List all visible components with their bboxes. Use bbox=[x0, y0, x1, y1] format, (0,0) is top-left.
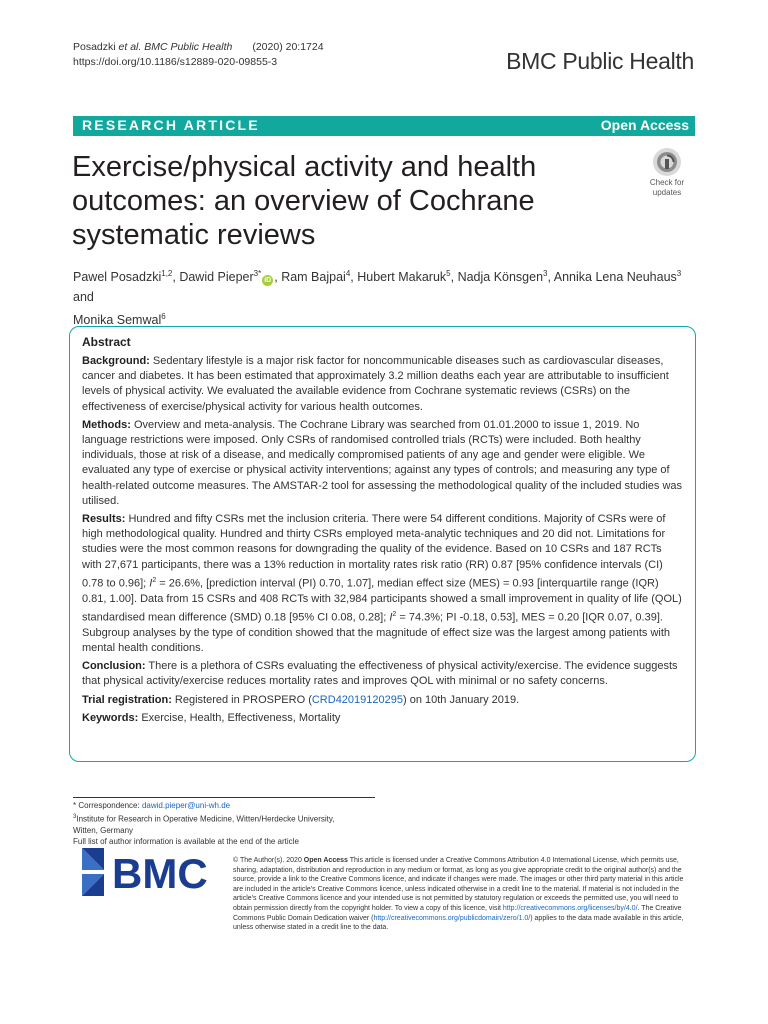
citation-line bbox=[73, 40, 324, 55]
article-type-bar bbox=[73, 116, 695, 136]
section-label: Trial registration: bbox=[82, 693, 172, 706]
citation-header bbox=[73, 40, 324, 70]
cc-by-link[interactable]: http://creativecommons.org/licenses/by/4.0/ bbox=[502, 904, 638, 912]
citation-journal: et al. BMC Public Health bbox=[118, 41, 233, 53]
abstract-trial-registration bbox=[82, 693, 683, 708]
section-label: Methods: bbox=[82, 418, 131, 431]
section-label: Conclusion: bbox=[82, 660, 146, 673]
citation-authors: Posadzki bbox=[73, 41, 119, 53]
author-affiliation: 3 bbox=[676, 269, 682, 278]
section-text: Exercise, Health, Effectiveness, Mortality bbox=[141, 711, 341, 724]
check-for-updates-badge[interactable] bbox=[636, 147, 698, 201]
section-text: Registered in PROSPERO ( bbox=[174, 693, 312, 706]
journal-name: BMC Public Health bbox=[506, 48, 694, 74]
affiliation-city: Witten, Germany bbox=[73, 825, 134, 835]
section-text: Hundred and fifty CSRs met the inclusion criteria. There were 54 different conditions. Majority of CSRs were of high methodological quality. Hundred and thirty CSRs employed meta-analytic techniques and 20 did not. Limitations for studies were the most common reasons for downgrading the quality of the evidence. Based on 10 CSRs and 187 RCTs with 27,671 participants, there was a 13% reduction in mortality rates risk ratio (RR) 0.87 [95% confidence intervals (CI) 0.78 to 0.96]; bbox=[82, 513, 666, 590]
license-open-access: Open Access bbox=[303, 857, 348, 864]
section-label: Results: bbox=[82, 513, 126, 526]
abstract-methods bbox=[82, 418, 683, 509]
doi-link[interactable]: https://doi.org/10.1186/s12889-020-09855-3 bbox=[73, 56, 278, 68]
check-for-updates-line2: updates bbox=[652, 188, 682, 197]
author-info-note: Full list of author information is available at the end of the article bbox=[73, 837, 299, 847]
author-name: Annika Lena Neuhaus bbox=[553, 270, 677, 285]
abstract-box bbox=[69, 326, 696, 762]
section-text: Sedentary lifestyle is a major risk factor for noncommunicable diseases such as cardiovascular diseases, cancer and diabetes. It has been estimated that approximately 3.2 million deaths each year are attributable to insufficient levels of physical activity. We evaluated the available evidence from Cochrane systematic reviews (CSRs) on the effectiveness of exercise/physical activity for various health outcomes. bbox=[82, 355, 669, 413]
correspondence-email[interactable]: dawid.pieper@uni-wh.de bbox=[141, 801, 231, 810]
license-body: . The Creative Commons Public Domain Dedication waiver ( bbox=[233, 904, 682, 922]
orcid-icon[interactable]: iD bbox=[264, 277, 272, 285]
section-text: ) on 10th January 2019. bbox=[403, 693, 520, 706]
license-body: This article is licensed under a Creative Commons Attribution 4.0 International License, which permits use, sharing, adaptation, distribution and reproduction in any medium or format, as long as you give appropriate credit to the original author(s) and the source, provide a link to the Creative Commons licence, and indicate if changes were made. The images or other third party material in this article are included in the article's Creative Commons licence, unless indicated otherwise in a credit line to the material. If material is not included in the article's Creative Commons licence and your intended use is not permitted by statutory regulation or exceeds the permitted use, you will need to obtain permission directly from the copyright holder. To view a copy of this licence, visit bbox=[233, 857, 684, 912]
section-text: = 26.6%, [prediction interval (PI) 0.70, 1.07], median effect size (MES) = 0.93 [interquartile range (IQR) 0.81, 1.00]. Data from 15 CSRs and 408 RCTs with 32,984 participants showed a small improvement in quality of life (QOL) standardised mean difference (SMD) 0.18 [95% CI 0.08, 0.28]; bbox=[82, 577, 682, 624]
footnote-divider bbox=[73, 797, 375, 798]
author-affiliation: 4 bbox=[345, 269, 351, 278]
section-text: Overview and meta-analysis. The Cochrane Library was searched from 01.01.2000 to issue 1, 2019. No language restrictions were imposed. Only CSRs of randomised controlled trials (RCTs) were included. Both healthy individuals, those at risk of a disease, and medically compromised patients of any age and gender were eligible. We evaluated any type of exercise or physical activity interventions; against any types of controls; and measuring any type of health-related outcome measures. The AMSTAR-2 tool for assessing the methodological quality of the included studies was utilised. bbox=[82, 418, 683, 507]
abstract-conclusion bbox=[82, 659, 683, 689]
license-text bbox=[233, 856, 695, 933]
author-affiliation: 3 bbox=[543, 269, 548, 278]
affiliation-line bbox=[73, 812, 335, 825]
abstract-heading: Abstract bbox=[82, 335, 131, 349]
section-label: Background: bbox=[82, 355, 150, 367]
citation-year: (2020) 20:1724 bbox=[252, 41, 324, 53]
author-affiliation: 3* bbox=[253, 269, 262, 278]
author-affiliation: 6 bbox=[161, 312, 166, 322]
affiliation-number: 3 bbox=[73, 813, 77, 820]
author-name: Hubert Makaruk bbox=[357, 270, 447, 285]
correspondence-line bbox=[73, 800, 335, 812]
license-prefix: © The Author(s). 2020 bbox=[233, 857, 304, 864]
section-text: There is a plethora of CSRs evaluating the effectiveness of physical activity/exercise. The evidence suggests that physical activity/exercise reduces mortality rates and improves QOL with minimal or no safety concerns. bbox=[82, 660, 678, 688]
i-squared-symbol: I bbox=[149, 577, 153, 590]
author-name: Monika Semwal bbox=[73, 313, 162, 328]
footnotes bbox=[73, 800, 335, 848]
correspondence-label: * Correspondence: bbox=[73, 801, 142, 810]
author-name: Dawid Pieper bbox=[179, 270, 254, 285]
section-label: Keywords: bbox=[82, 711, 139, 724]
bmc-logo-text: BMC bbox=[112, 850, 208, 896]
abstract-keywords bbox=[82, 711, 683, 726]
author-conjunction: and bbox=[73, 290, 94, 305]
open-access-label: Open Access bbox=[600, 117, 689, 133]
section-text: = 74.3%; PI -0.18, 0.53], MES = 0.20 [IQR 0.07, 0.39]. Subgroup analyses by the type of condition showed that the magnitude of effect size was the largest among patients with mental health conditions. bbox=[82, 611, 671, 654]
author-list: Pawel Posadzki$^{1,2}$, Dawid Pieper$^{3*}$iD , Ram Bajpai$^4$, Hubert Makaruk$^5$, Nadja Könsgen$^3$, Annika Lena Neuhaus$^3$ and Monika Semwal$^6$ bbox=[73, 269, 682, 328]
author-name: Ram Bajpai bbox=[281, 270, 346, 285]
check-for-updates-icon bbox=[652, 147, 682, 177]
license-body: ) applies to the data made available in this article, unless otherwise stated in a credit line to the data. bbox=[233, 914, 684, 932]
abstract-results bbox=[82, 512, 683, 656]
affiliation-text: Institute for Research in Operative Medicine, Witten/Herdecke University, bbox=[76, 814, 335, 824]
i-squared-superscript: 2 bbox=[152, 576, 157, 584]
author-name: Pawel Posadzki bbox=[73, 270, 162, 285]
author-name: Nadja Könsgen bbox=[457, 270, 544, 285]
article-title: Exercise/physical activity and health outcomes: an overview of Cochrane systematic reviews bbox=[72, 151, 537, 251]
i-squared-symbol: I bbox=[389, 611, 393, 624]
author-affiliation: 5 bbox=[446, 269, 451, 278]
bmc-logo-icon bbox=[82, 848, 216, 896]
check-for-updates-line1: Check for bbox=[649, 178, 685, 187]
article-type-label: RESEARCH ARTICLE bbox=[82, 117, 260, 133]
cc-zero-link[interactable]: http://creativecommons.org/publicdomain/zero/1.0/ bbox=[373, 914, 531, 922]
abstract-background bbox=[82, 354, 683, 415]
author-affiliation: 1,2 bbox=[161, 269, 173, 278]
i-squared-superscript: 2 bbox=[392, 610, 397, 618]
prospero-link[interactable]: CRD42019120295 bbox=[311, 693, 403, 706]
